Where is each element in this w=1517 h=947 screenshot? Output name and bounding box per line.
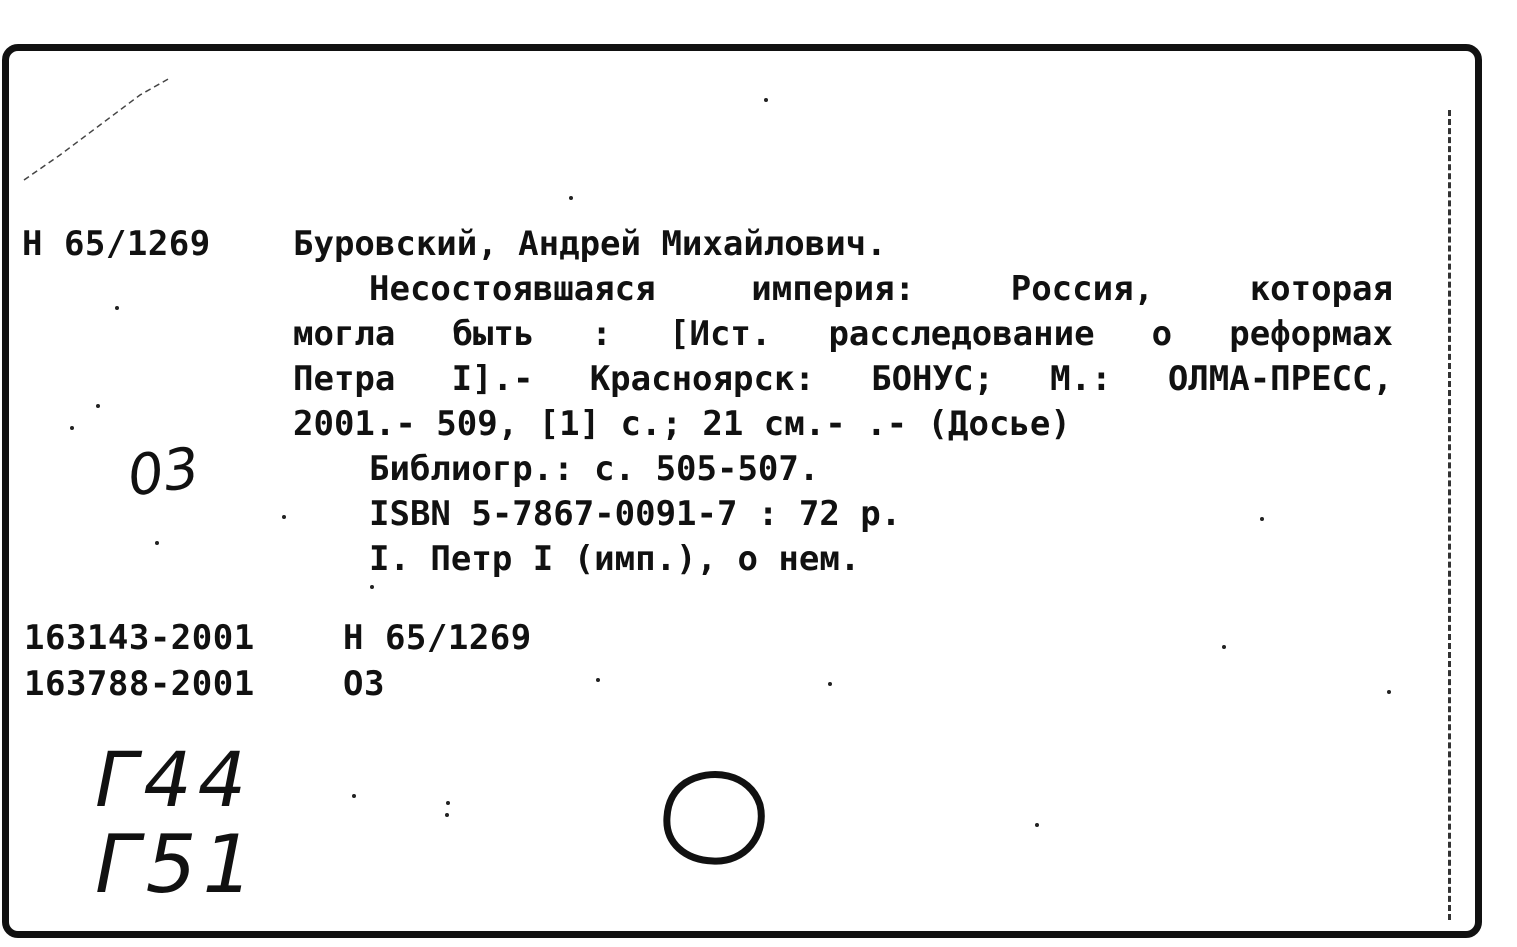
- speck: [596, 678, 600, 682]
- speck: [1222, 645, 1226, 649]
- speck: [370, 585, 374, 589]
- handwritten-mark-g44: Г44: [95, 735, 253, 824]
- speck: [828, 682, 832, 686]
- bibliography-note: Библиогр.: с. 505-507.: [369, 449, 820, 489]
- description-line-4: 2001.- 509, [1] с.; 21 см.- .- (Досье): [293, 404, 1071, 444]
- speck: [352, 794, 356, 798]
- description-line-2: могла быть : [Ист. расследование о реформах: [293, 314, 1393, 354]
- description-line-3: Петра I].- Красноярск: БОНУС; М.: ОЛМА-ПРЕСС,: [293, 359, 1393, 399]
- speck: [96, 404, 100, 408]
- speck: [115, 306, 119, 310]
- handwritten-mark-o3: 03: [123, 435, 204, 510]
- speck: [1387, 690, 1391, 694]
- speck: [569, 196, 573, 200]
- punch-hole: [655, 765, 775, 875]
- pencil-stroke: [20, 70, 180, 190]
- inventory-number-1: 163143-2001: [24, 618, 255, 658]
- card-edge-dashes: [1448, 110, 1451, 920]
- call-number: Н 65/1269: [22, 224, 211, 264]
- handwritten-mark-g51: Г51: [95, 818, 260, 911]
- speck: [1260, 517, 1264, 521]
- inventory-number-2: 163788-2001: [24, 664, 255, 704]
- speck: [1035, 823, 1039, 827]
- speck: [445, 813, 449, 817]
- speck: [764, 98, 768, 102]
- inventory-location-2: ОЗ: [343, 664, 385, 704]
- speck: [446, 801, 450, 805]
- inventory-location-1: Н 65/1269: [343, 618, 532, 658]
- subject-note: I. Петр I (имп.), о нем.: [369, 539, 861, 579]
- description-line-1: Несостоявшаяся империя: Россия, которая: [369, 269, 1393, 309]
- card-body: [293, 222, 1393, 582]
- author-line: Буровский, Андрей Михайлович.: [293, 224, 887, 264]
- speck: [155, 541, 159, 545]
- speck: [70, 426, 74, 430]
- isbn-note: ISBN 5-7867-0091-7 : 72 р.: [369, 494, 902, 534]
- speck: [282, 515, 286, 519]
